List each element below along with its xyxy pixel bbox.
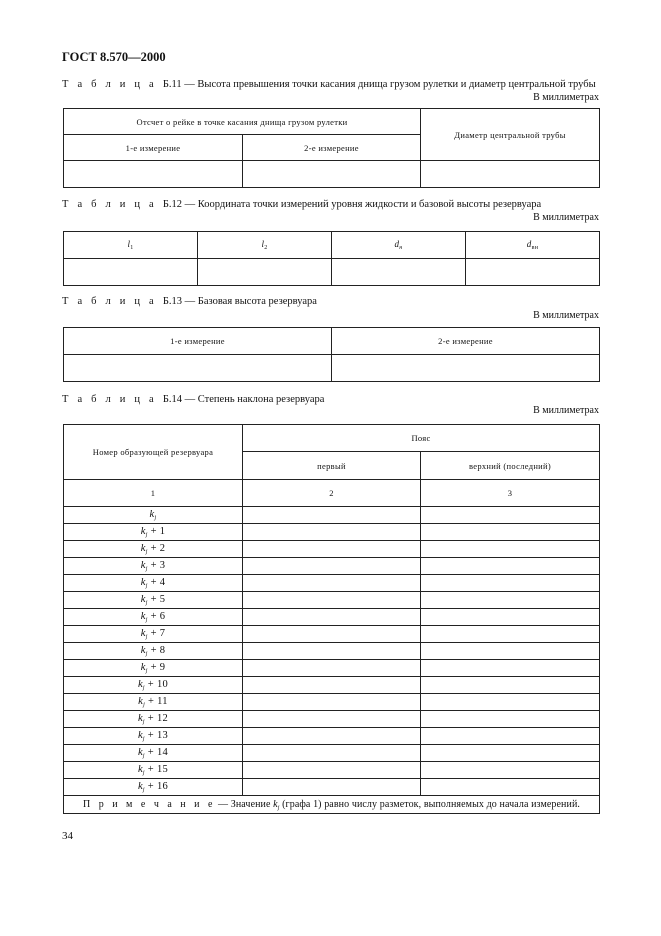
column-number: 1 — [64, 480, 243, 507]
table-cell — [421, 677, 600, 694]
table-row — [64, 507, 600, 524]
table-cell — [243, 507, 421, 524]
table-cell — [243, 541, 421, 558]
table-cell — [421, 643, 600, 660]
table-cell — [243, 677, 421, 694]
column-number: 2 — [243, 480, 421, 507]
table-b13 — [63, 327, 600, 382]
row-label: kj + 14 — [64, 745, 243, 762]
table-cell — [421, 626, 600, 643]
row-label: kj + 7 — [64, 626, 243, 643]
table-cell — [421, 762, 600, 779]
table-cell — [243, 643, 421, 660]
table-cell — [421, 711, 600, 728]
table-cell — [243, 575, 421, 592]
column-header-dn: $d_н$ — [332, 232, 466, 259]
row-label: kj + 3 — [64, 558, 243, 575]
row-label: kj + 16 — [64, 779, 243, 796]
table-row — [64, 609, 600, 626]
table-label: Т а б л и ц а — [62, 296, 157, 307]
column-header: 2-е измерение — [243, 135, 421, 161]
table-row — [64, 677, 600, 694]
column-header: первый — [243, 452, 421, 480]
table-b11 — [63, 108, 600, 188]
row-label: kj + 5 — [64, 592, 243, 609]
table-cell — [243, 728, 421, 745]
column-group-header: Отсчет о рейке в точке касания днища грузом рулетки — [64, 109, 421, 135]
page-number: 34 — [62, 830, 73, 842]
row-label: kj + 13 — [64, 728, 243, 745]
table-cell — [64, 259, 198, 286]
table-b11-caption — [62, 79, 596, 90]
column-group-header: Пояс — [243, 425, 600, 452]
table-cell — [243, 592, 421, 609]
table-row — [64, 711, 600, 728]
table-cell — [198, 259, 332, 286]
table-row — [64, 626, 600, 643]
table-label: Т а б л и ц а — [62, 79, 157, 90]
table-b13-caption — [62, 296, 317, 307]
table-row — [64, 558, 600, 575]
table-row — [64, 643, 600, 660]
row-label: kj + 6 — [64, 609, 243, 626]
column-header: 2-е измерение — [332, 328, 600, 355]
table-cell — [421, 609, 600, 626]
table-b14 — [63, 424, 600, 814]
table-cell — [243, 660, 421, 677]
row-label: kj + 9 — [64, 660, 243, 677]
table-row — [64, 694, 600, 711]
column-header-l2: $l_2$ — [198, 232, 332, 259]
units-label: В миллиметрах — [533, 405, 599, 416]
row-label: kj + 1 — [64, 524, 243, 541]
table-title: Б.14 — Степень наклона резервуара — [162, 394, 325, 405]
table-row — [64, 592, 600, 609]
table-cell — [421, 779, 600, 796]
table-b12-caption — [62, 199, 541, 210]
row-label: kj + 2 — [64, 541, 243, 558]
column-header: Номер образующей резервуара — [64, 425, 243, 480]
table-cell — [243, 711, 421, 728]
table-title: Б.13 — Базовая высота резервуара — [162, 296, 317, 307]
column-number: 3 — [421, 480, 600, 507]
table-cell — [243, 558, 421, 575]
table-cell — [421, 660, 600, 677]
row-label: kj + 11 — [64, 694, 243, 711]
table-cell — [243, 745, 421, 762]
row-label: kj — [64, 507, 243, 524]
table-cell — [421, 592, 600, 609]
table-cell — [466, 259, 600, 286]
table-label: Т а б л и ц а — [62, 199, 157, 210]
table-cell — [243, 762, 421, 779]
table-cell — [64, 355, 332, 382]
column-header: верхний (последний) — [421, 452, 600, 480]
table-cell — [243, 609, 421, 626]
table-row — [64, 762, 600, 779]
table-cell — [421, 541, 600, 558]
document-header: ГОСТ 8.570—2000 — [62, 50, 166, 64]
table-title: Б.12 — Координата точки измерений уровня жидкости и базовой высоты резервуара — [162, 199, 542, 210]
table-b12 — [63, 231, 600, 286]
table-cell — [421, 558, 600, 575]
table-cell — [421, 694, 600, 711]
table-cell — [332, 259, 466, 286]
row-label: kj + 8 — [64, 643, 243, 660]
table-cell — [332, 355, 600, 382]
table-row — [64, 779, 600, 796]
table-row — [64, 575, 600, 592]
table-cell — [421, 161, 600, 188]
table-cell — [243, 524, 421, 541]
column-header: 1-е измерение — [64, 135, 243, 161]
table-row — [64, 660, 600, 677]
units-label: В миллиметрах — [533, 212, 599, 223]
table-row — [64, 524, 600, 541]
column-header: Диаметр центральной трубы — [421, 109, 600, 161]
table-cell — [64, 161, 243, 188]
table-cell — [421, 575, 600, 592]
table-cell — [243, 161, 421, 188]
table-row — [64, 541, 600, 558]
table-note: П р и м е ч а н и е — Значение $k_j$ (графа 1) равно числу разметок, выполняемых до начала измерений. — [64, 796, 600, 814]
table-cell — [243, 626, 421, 643]
units-label: В миллиметрах — [533, 92, 599, 103]
row-label: kj + 10 — [64, 677, 243, 694]
table-cell — [421, 507, 600, 524]
table-cell — [243, 694, 421, 711]
row-label: kj + 4 — [64, 575, 243, 592]
table-label: Т а б л и ц а — [62, 394, 157, 405]
table-row — [64, 745, 600, 762]
column-header-l1: $l_1$ — [64, 232, 198, 259]
table-cell — [421, 728, 600, 745]
column-header: 1-е измерение — [64, 328, 332, 355]
table-b14-caption — [62, 394, 324, 405]
row-label: kj + 15 — [64, 762, 243, 779]
table-title: Б.11 — Высота превышения точки касания днища грузом рулетки и диаметр центральной трубы — [162, 79, 596, 90]
units-label: В миллиметрах — [533, 310, 599, 321]
column-header-dvn: $d_{вн}$ — [466, 232, 600, 259]
table-cell — [243, 779, 421, 796]
table-row — [64, 728, 600, 745]
table-cell — [421, 745, 600, 762]
row-label: kj + 12 — [64, 711, 243, 728]
table-cell — [421, 524, 600, 541]
